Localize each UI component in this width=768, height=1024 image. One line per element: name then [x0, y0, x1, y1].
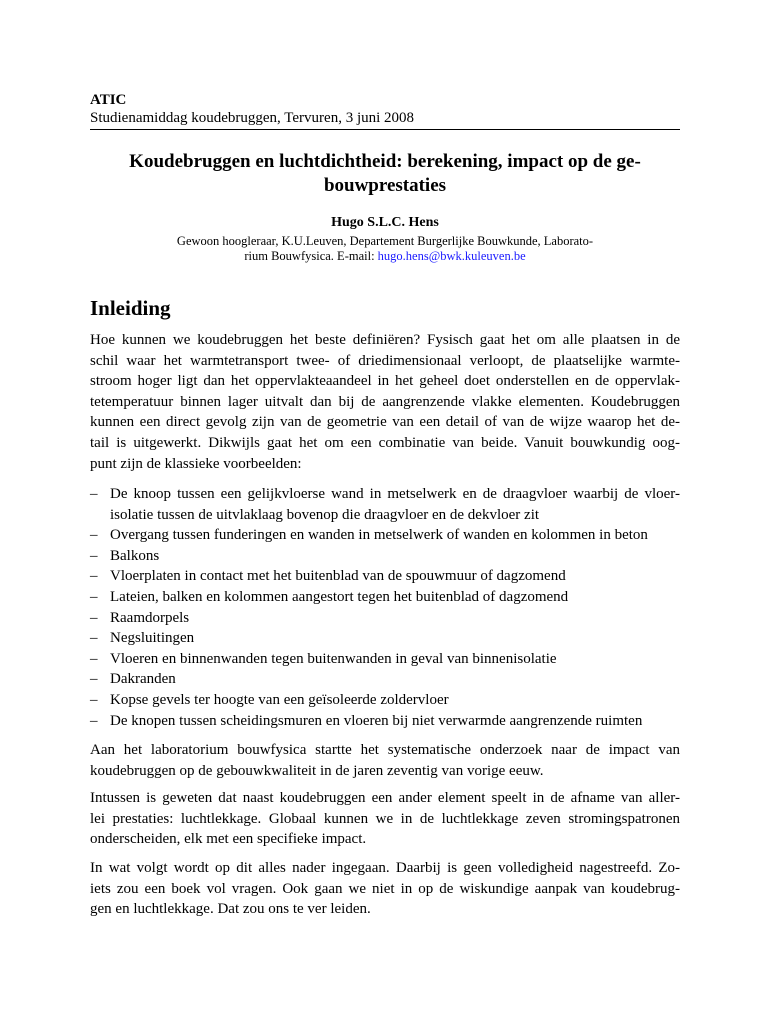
- paragraph-laboratory: [90, 740, 680, 781]
- text-line: tetemperatuur binnen lager uitvalt dan bij de aangrenzende vlakke elementen. Koudebruggen: [90, 393, 680, 410]
- bullet-dash: –: [90, 650, 98, 667]
- list-item: [90, 484, 680, 525]
- bullet-dash: –: [90, 547, 98, 564]
- list-item-text: De knoop tussen een gelijkvloerse wand in metselwerk en de draagvloer waarbij de vloer-: [110, 486, 680, 502]
- paragraph-air-leakage: [90, 788, 680, 850]
- text-line: schil waar het warmtetransport twee- of driedimensionaal verloopt, de plaatselijke warmte-: [90, 352, 680, 369]
- text-line: punt zijn de klassieke voorbeelden:: [90, 455, 302, 472]
- text-line: kunnen een direct gevolg zijn van de geometrie van een detail of van de wijze waarop het de-: [90, 414, 680, 431]
- list-item-text: De knopen tussen scheidingsmuren en vloeren bij niet verwarmde aangrenzende ruimten: [110, 712, 643, 729]
- text-line: koudebruggen op de gebouwkwaliteit in de jaren zeventig van vorige eeuw.: [90, 762, 544, 779]
- text-line: Hoe kunnen we koudebruggen het beste definiëren? Fysisch gaat het om alle plaatsen in de: [90, 332, 680, 348]
- list-item: [90, 546, 680, 567]
- text-line: stroom hoger ligt dan het oppervlakteaandeel in het geheel doet onderstellen en de oppervlak-: [90, 373, 680, 390]
- bullet-dash: –: [90, 630, 98, 647]
- header-organization: ATIC: [90, 92, 127, 108]
- bullet-dash: –: [90, 568, 98, 585]
- document-title: [90, 150, 680, 198]
- list-item-text: Balkons: [110, 547, 160, 564]
- list-item-text: Lateien, balken en kolommen aangestort tegen het buitenblad of dagzomend: [110, 588, 569, 605]
- list-item-text: Raamdorpels: [110, 609, 190, 626]
- title-line: Koudebruggen en luchtdichtheid: berekening, impact op de ge-: [129, 151, 641, 172]
- bullet-dash: –: [90, 691, 98, 708]
- affiliation-text: rium Bouwfysica. E-mail:: [244, 249, 378, 263]
- list-item-text: Negsluitingen: [110, 630, 195, 647]
- author-affiliation: [90, 234, 680, 264]
- email-link[interactable]: hugo.hens@bwk.kuleuven.be: [377, 249, 526, 263]
- paragraph-intro: [90, 330, 680, 474]
- text-line: Aan het laboratorium bouwfysica startte het systematische onderzoek naar de impact van: [90, 742, 680, 758]
- list-item-text: Overgang tussen funderingen en wanden in metselwerk of wanden en kolommen in beton: [110, 527, 648, 544]
- text-line: gen en luchtlekkage. Dat zou ons te ver leiden.: [90, 901, 371, 918]
- text-line: In wat volgt wordt op dit alles nader ingegaan. Daarbij is geen volledigheid nagestreefd. Zo-: [90, 860, 680, 876]
- author-name: Hugo S.L.C. Hens: [331, 215, 439, 230]
- list-item-text: Vloeren en binnenwanden tegen buitenwanden in geval van binnenisolatie: [110, 650, 557, 667]
- bullet-dash: –: [90, 486, 98, 502]
- list-item: [90, 711, 680, 732]
- list-item-text: Dakranden: [110, 671, 176, 688]
- bullet-dash: –: [90, 609, 98, 626]
- section-heading: Inleiding: [90, 296, 171, 320]
- header-rule: [90, 129, 680, 130]
- list-item-text: Kopse gevels ter hoogte van een geïsoleerde zoldervloer: [110, 691, 449, 708]
- text-line: tail is uitgewerkt. Dikwijls gaat het om een combinatie van beide. Vanuit bouwkundig oog-: [90, 434, 680, 451]
- bullet-dash: –: [90, 671, 98, 688]
- list-item: [90, 628, 680, 649]
- list-item: [90, 690, 680, 711]
- text-line: iets zou een boek vol vragen. Ook gaan we niet in op de wiskundige aanpak van koudebrug-: [90, 880, 680, 897]
- bullet-dash: –: [90, 527, 98, 544]
- bullet-dash: –: [90, 712, 98, 729]
- list-item: [90, 608, 680, 629]
- list-item: [90, 649, 680, 670]
- list-item-text: Vloerplaten in contact met het buitenblad van de spouwmuur of dagzomend: [110, 568, 566, 585]
- text-line: onderscheiden, elk met een specifieke impact.: [90, 831, 367, 848]
- list-item: [90, 669, 680, 690]
- paragraph-outline: [90, 858, 680, 920]
- title-line: bouwprestaties: [323, 175, 447, 196]
- list-item-text: isolatie tussen de uitvlaklaag bovenop die draagvloer en de dekvloer zit: [110, 506, 540, 523]
- text-line: lei prestaties: luchtlekkage. Globaal kunnen we in de luchtlekkage zeven stromingspatronen: [90, 810, 680, 827]
- text-line: Intussen is geweten dat naast koudebruggen een ander element speelt in de afname van aller-: [90, 790, 680, 806]
- list-item: [90, 587, 680, 608]
- bullet-dash: –: [90, 588, 98, 605]
- list-item: [90, 566, 680, 587]
- examples-list: [90, 484, 680, 731]
- header-event: Studienamiddag koudebruggen, Tervuren, 3 juni 2008: [90, 110, 415, 126]
- affiliation-line: [90, 249, 680, 264]
- affiliation-line: Gewoon hoogleraar, K.U.Leuven, Departement Burgerlijke Bouwkunde, Laborato-: [176, 234, 594, 248]
- list-item: [90, 525, 680, 546]
